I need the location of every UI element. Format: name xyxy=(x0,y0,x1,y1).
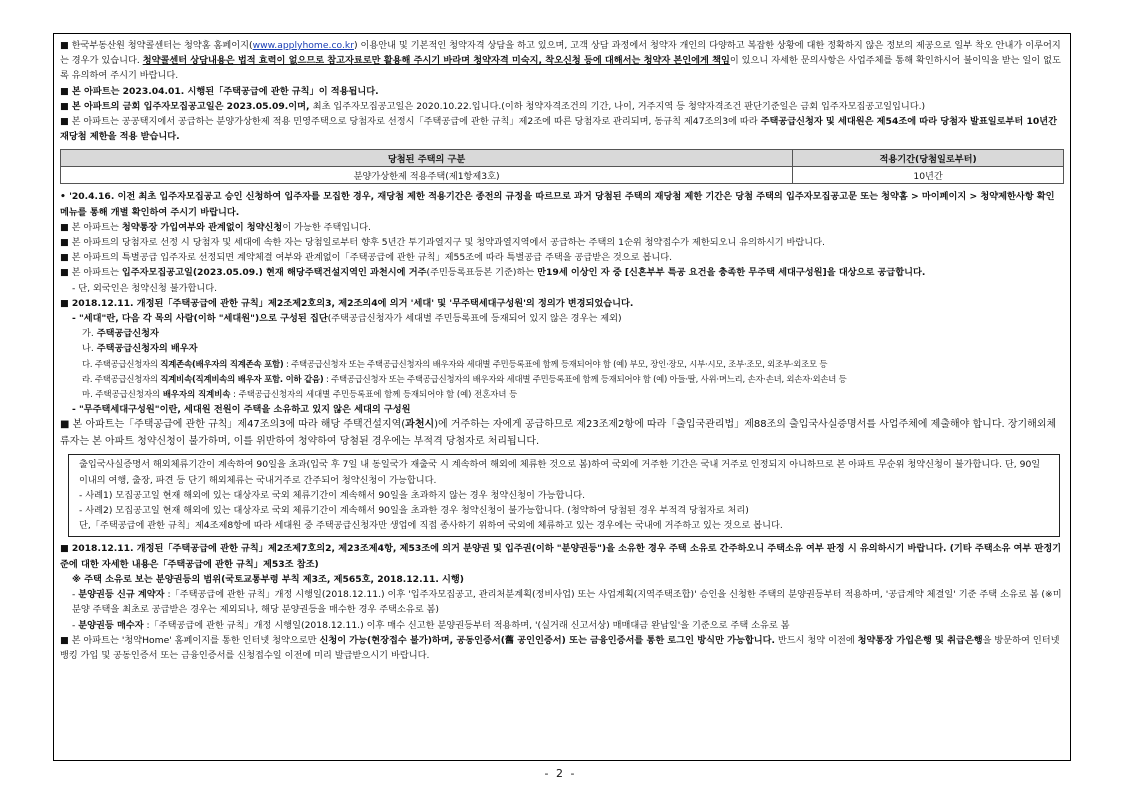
text: ■ 본 아파트는 xyxy=(60,221,122,233)
table-header: 적용기간(당첨일로부터) xyxy=(793,150,1064,167)
emphasis-text: 청약통장 가입은행 및 취급은행 xyxy=(857,634,983,646)
emphasis-text: 청약통장 가입여부와 관계없이 청약신청 xyxy=(121,221,283,233)
re-winning-table xyxy=(60,149,1064,184)
eligibility-notice xyxy=(60,265,1064,280)
overseas-stay-rule: 출입국사실증명서 해외체류기간이 계속하여 90일을 초과(입국 후 7일 내 동일국가 재출국 시 계속하여 해외에 체류한 것으로 봄)하여 국외에 거주한 기간은 국내 거주로 인정되지 아니하므로 본 아파트 무순위 청약신청이 불가합니다. 단, 90일 이내의 여행, 출장, 파견 등 단기 해외체류는 국내거주로 간주되어 청약신청이 가능합니다. xyxy=(79,459,1041,486)
prior-announcement-note: • '20.4.16. 이전 최초 입주자모집공고 승인 신청하여 입주자를 모집한 경우, 재당첨 제한 적용기간은 종전의 규정을 따르므로 과거 당첨된 주택의 재당첨 제한 기간은 당첨 주택의 입주자모집공고문 또는 청약홈 > 마이페이지 > 청약제한사항 확인 메뉴를 통해 개별 확인하여 주시기 바랍니다. xyxy=(60,191,1055,218)
page-number: - 2 - xyxy=(544,767,577,780)
text: 이 가능한 주택입니다. xyxy=(282,221,371,233)
text: :「주택공급에 관한 규칙」개정 시행일(2018.12.11.) 이후 매수 신고한 분양권등부터 적용하며, '(실거래 신고서상) 매매대금 완납일'을 기준으로 주택 소유로 봄 xyxy=(143,619,790,631)
emphasis-text: 직계비속(직계비속의 배우자 포함. 이하 같음) xyxy=(160,373,324,384)
presale-rights-scope: ※ 주택 소유로 보는 분양권등의 범위(국토교통부령 부칙 제3조, 제565호, 2018.12.11. 시행) xyxy=(72,573,464,585)
text: 라. 주택공급신청자의 xyxy=(82,373,161,384)
text: 동규칙 제47조의3에 따라 xyxy=(654,116,761,128)
text: ■ 본 아파트는 공공택지에서 공급하는 분양가상한제 적용 민영주택으로 당첨자로 선정시「주택공급에 관한 규칙」제2조에 따른 당첨자로 관리되며, xyxy=(60,116,655,128)
emphasis-text: 주택공급신청자 및 세대원은 제54조에 따라 당첨자 발표일로부터 10년간 재당첨 제한을 적용 받습니다. xyxy=(60,116,1058,143)
table-cell: 10년간 xyxy=(793,167,1064,184)
text: ■ 본 아파트는「주택공급에 관한 규칙」제47조의3에 따라 해당 주택건설지역( xyxy=(60,419,406,431)
emphasis-text: 신청이 가능(현장접수 불가)하며, 공동인증서(舊 공인인증서) 또는 금융인증서를 통한 로그인 방식만 가능합니다. xyxy=(319,634,775,646)
text: (주택공급신청자가 세대별 주민등록표에 등재되어 있지 않은 경우는 제외) xyxy=(327,313,622,325)
text: ■ 본 아파트는 '청약Home' 홈페이지를 통한 인터넷 청약으로만 xyxy=(60,634,320,646)
table-header: 당첨된 주택의 구분 xyxy=(61,150,793,167)
immigration-certificate-notice xyxy=(60,417,1064,450)
text: 나. xyxy=(82,343,97,355)
announcement-date-notice xyxy=(60,99,1064,114)
list-item xyxy=(60,372,1064,387)
text: : 주택공급신청자의 세대별 주민등록표에 함께 등재되어야 함 (예) 전혼자녀 등 xyxy=(230,389,518,400)
emphasis-text: 주택공급신청자의 배우자 xyxy=(96,343,198,355)
text: ■ 본 아파트는 xyxy=(60,267,122,279)
list-item xyxy=(60,326,1064,341)
text: - xyxy=(72,619,79,631)
emphasis-text: 과천시 xyxy=(405,419,435,431)
bankbook-notice xyxy=(60,220,1064,235)
text: 마. 주택공급신청자의 xyxy=(82,389,163,400)
text: 을 방문하여 인터넷뱅킹 가입 및 공동인증서 또는 금융인증서를 신청접수일 이전에 미리 발급받으시기 바랍니다. xyxy=(60,634,1060,661)
emphasis-text: 입주자모집공고일(2023.05.09.) 현재 해당주택건설지역인 과천시에 거주 xyxy=(121,267,427,279)
table-row xyxy=(61,167,1064,184)
overseas-exception: 단,「주택공급에 관한 규칙」제4조제8항에 따라 세대원 중 주택공급신청자만 생업에 직접 종사하기 위하여 국외에 체류하고 있는 경우에는 국내에 거주하고 있는 것으로 봅니다. xyxy=(79,520,783,532)
callcenter-notice xyxy=(60,38,1064,84)
text: 최초 입주자모집공고일은 2020.10.22.입니다.(이하 청약자격조건의 기간, 나이, 거주지역 등 청약자격조건 판단기준일은 금회 입주자모집공고일입니다.) xyxy=(312,100,926,112)
household-member-list xyxy=(60,326,1064,402)
overseas-stay-box xyxy=(68,454,1060,537)
list-item xyxy=(60,341,1064,356)
new-contractor-rule xyxy=(60,587,1064,617)
text: :「주택공급에 관한 규칙」개정 시행일(2018.12.11.) 이후 '입주자모집공고, 관리처분계획(정비사업) 또는 사업계획(지역주택조합)' 승인을 신청한 주택의 분양권등부터 적용하며, '공급계약 체결일' 기준 주택 소유로 봄 (※미분양 주택을 최초로 공급받은 경우는 제외되나, 해당 분양권등을 매수한 경우 주택소유로 봄) xyxy=(72,589,1062,616)
text: ■ 본 아파트의 금회 입주자모집공고일은 2023.05.09.이며, xyxy=(60,100,313,112)
buyer-rule xyxy=(60,618,1064,633)
text: : 주택공급신청자 또는 주택공급신청자의 배우자와 세대별 주민등록표에 함께 등재되어야 함 (예) 부모, 장인·장모, 시부·시모, 조부·조모, 외조부·외조모 등 xyxy=(283,358,828,369)
text: 가. xyxy=(82,328,97,340)
text: 다. 주택공급신청자의 xyxy=(82,358,161,369)
text: ■ 한국부동산원 청약콜센터는 청약홈 홈페이지( xyxy=(60,40,253,51)
emphasis-text: 배우자의 직계비속 xyxy=(162,389,231,400)
text: - xyxy=(72,589,79,601)
overseas-case-1: - 사례1) 모집공고일 현재 해외에 있는 대상자로 국외 체류기간이 계속해서 90일을 초과하지 않는 경우 청약신청이 가능합니다. xyxy=(79,489,586,501)
table-header-row xyxy=(61,150,1064,167)
emphasis-text: - "세대"란, 다음 각 목의 사람(이하 "세대원")으로 구성된 집단 xyxy=(72,313,328,325)
household-definition xyxy=(60,311,1064,326)
emphasis-text: 분양권등 매수자 xyxy=(78,619,144,631)
list-item xyxy=(60,357,1064,372)
emphasis-text: 청약콜센터 상담내용은 법적 효력이 없으므로 참고자료로만 활용해 주시기 바라며 청약자격 미숙지, 착오신청 등에 대해서는 청약자 본인에게 책임 xyxy=(142,55,730,67)
text: )에 거주하는 자에게 공급하므로 제23조제2항에 따라「출입국관리법」제88조의 출입국사실증명서를 사업주체에 제출해야 합니다. 장기해외체류자는 본 아파트 청약신청이 불가하며, 이를 위반하여 청약하여 당첨된 경우에는 부적격 당첨자로 처리됩니다. xyxy=(60,419,1057,447)
list-item xyxy=(60,387,1064,402)
table-cell: 분양가상한제 적용주택(제1항제3호) xyxy=(61,167,793,184)
re-winning-notice xyxy=(60,114,1064,144)
household-definition-notice: ■ 2018.12.11. 개정된「주택공급에 관한 규칙」제2조제2호의3, 제2조의4에 의거 '세대' 및 '무주택세대구성원'의 정의가 변경되었습니다. xyxy=(60,297,634,309)
notice-frame xyxy=(53,33,1071,761)
emphasis-text: 주택공급신청자 xyxy=(96,328,159,340)
first-rank-limit-notice: ■ 본 아파트의 당첨자로 선정 시 당첨자 및 세대에 속한 자는 당첨일로부터 향후 5년간 투기과열지구 및 청약과열지역에서 공급하는 주택의 1순위 청약접수가 제한되오니 유의하시기 바랍니다. xyxy=(60,237,825,249)
text: : 주택공급신청자 또는 주택공급신청자의 배우자와 세대별 주민등록표에 함께 등재되어야 함 (예) 아들·딸, 사위·며느리, 손자·손녀, 외손자·외손녀 등 xyxy=(323,373,847,384)
special-supply-notice: ■ 본 아파트의 특별공급 입주자로 선정되면 계약체결 여부와 관계없이「주택공급에 관한 규칙」제55조에 따라 특별공급 주택을 공급받은 것으로 봅니다. xyxy=(60,252,673,264)
overseas-case-2: - 사례2) 모집공고일 현재 해외에 있는 대상자로 국외 체류기간이 계속해서 90일을 초과한 경우 청약신청이 불가능합니다. (청약하여 당첨된 경우 부적격 당첨자로 처리) xyxy=(79,505,749,517)
text: 반드시 청약 이전에 xyxy=(774,634,858,646)
foreigner-note: - 단, 외국인은 청약신청 불가합니다. xyxy=(72,282,218,294)
emphasis-text: 만19세 이상인 자 중 [신혼부부 특공 요건을 충족한 무주택 세대구성원]을 대상으로 공급합니다. xyxy=(537,267,926,279)
text: 이 있으니 자세한 문의사항은 사업주체를 통해 확인하시어 불이익을 받는 일이 없도록 유의하여 주시기 바랍니다. xyxy=(60,55,1061,82)
presale-rights-notice: ■ 2018.12.11. 개정된「주택공급에 관한 규칙」제2조제7호의2, 제23조제4항, 제53조에 의거 분양권 및 입주권(이하 "분양권등")을 소유한 경우 주택 소유로 간주하오니 주택소유 여부 판정 시 유의하시기 바랍니다. (기타 주택소유 여부 판정기준에 대한 자세한 내용은「주택공급에 관한 규칙」제53조 참조) xyxy=(60,543,1062,570)
text: ) 이용안내 및 기본적인 청약자격 상담을 하고 있으며, 고객 상담 과정에서 청약자 개인의 다양하고 복잡한 상황에 대한 정확하지 않은 정보의 제공으로 일부 착오 안내가 이루어지는 경우가 있습니다. xyxy=(60,40,1061,67)
homeless-household-definition: - "무주택세대구성원"이란, 세대원 전원이 주택을 소유하고 있지 않은 세대의 구성원 xyxy=(72,404,411,416)
online-application-notice xyxy=(60,633,1064,663)
emphasis-text: 분양권등 신규 계약자 xyxy=(78,589,165,601)
rule-applied-notice: ■ 본 아파트는 2023.04.01. 시행된「주택공급에 관한 규칙」이 적용됩니다. xyxy=(60,85,379,97)
emphasis-text: 직계존속(배우자의 직계존속 포함) xyxy=(160,358,284,369)
applyhome-link[interactable]: www.applyhome.co.kr xyxy=(252,40,354,51)
text: (주민등록표등본 기준)하는 xyxy=(426,267,538,279)
